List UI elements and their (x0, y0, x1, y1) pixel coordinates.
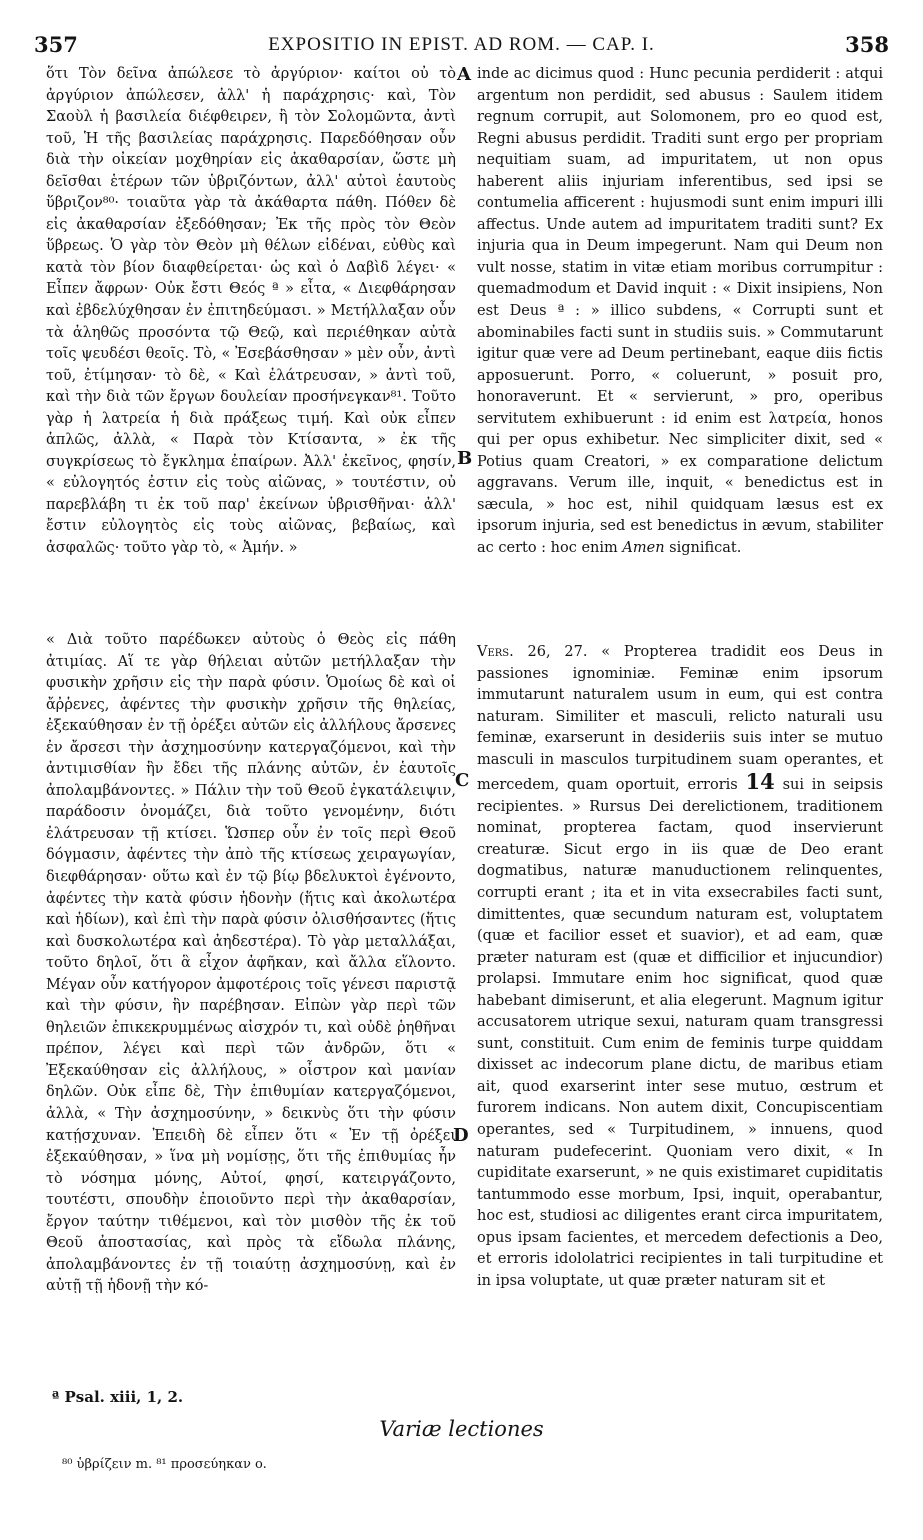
latin-column-block-2 (477, 642, 883, 1292)
verse-reference: Vers. 26, 27. (477, 644, 588, 660)
margin-marker-a: A (457, 64, 471, 85)
latin-text-1: inde ac dicimus quod : Hunc pecunia perdiderit : atqui argentum non perdidit, sed abusus : Saulem itidem regnum corrupit, aut Solomonem, pro eo quod est, Regni abusus perdidit. Traditi sunt ergo per propriam nequitiam suam, ad impuritatem, ut non opus haberent aliis injuriam inferentibus, sed ipsi se contumelia afficerent : hujusmodi sunt enim impuri illi affectus. Unde autem ad impuritatem traditi sunt? Ex injuria qua in Deum impegerunt. Nam qui Deum non vult nosse, statim in vitæ etiam moribus corrumpitur : quemadmodum et David inquit : « Dixit insipiens, Non est Deus ª : » illico subdens, « Corrupti sunt et abominabiles facti sunt in studiis suis. » Commutarunt igitur quæ vere ad Deum pertinebant, eaque diis fictis apposuerunt. Porro, « coluerunt, » posuit pro, honoraverunt. Et « servierunt, » pro, operibus servitutem exhibuerunt : id enim est λατρεία, honos qui per opus exhibetur. Nec simpliciter dixit, sed « Potius quam Creatori, » ex comparatione delictum aggravans. Verum ille, inquit, « benedictus est in sæcula, » hoc est, nihil quidquam læsus est ex ipsorum injuria, sed est benedictus in ævum, stabiliter ac certo : hoc enim (477, 66, 883, 557)
latin-column-block-1 (477, 64, 883, 560)
margin-marker-b: B (457, 448, 473, 469)
running-title: EXPOSITIO IN EPIST. AD ROM. — CAP. I. (268, 34, 655, 55)
greek-paragraph-1: ὅτι Τὸν δεῖνα ἀπώλεσε τὸ ἀργύριον· καίτοι οὐ τὸ ἀργύριον ἀπώλεσεν, ἀλλ' ἡ παράχρησις· καὶ, Τὸν Σαοὺλ ἡ βασιλεία διέφθειρεν, ἢ τὸν Σολομῶντα, ἀντὶ τοῦ, Ἡ τῆς βασιλείας παράχρησις. Παρεδόθησαν οὖν διὰ τὴν οἰκείαν μοχθηρίαν εἰς ἀκαθαρσίαν, ὥστε μὴ δεῖσθαι ἑτέρων τῶν ὑβριζόντων, ἀλλ' αὐτοὶ ἑαυτοὺς ὕβριζον⁸⁰· τοιαῦτα γὰρ τὰ ἀκάθαρτα πάθη. Πόθεν δὲ εἰς ἀκαθαρσίαν ἐξεδόθησαν; Ἐκ τῆς πρὸς τὸν Θεὸν ὕβρεως. Ὁ γὰρ τὸν Θεὸν μὴ θέλων εἰδέναι, εὐθὺς καὶ κατὰ τὸν βίον διαφθείρεται· ὡς καὶ ὁ Δαβὶδ λέγει· « Εἶπεν ἄφρων· Οὐκ ἔστι Θεός ª » εἶτα, « Διεφθάρησαν καὶ ἐβδελύχθησαν ἐν ἐπιτηδεύμασι. » Μετήλλαξαν οὖν τὰ ἀληθῶς προσόντα τῷ Θεῷ, καὶ περιέθηκαν αὐτὰ τοῖς ψευδέσι θεοῖς. Τὸ, « Ἐσεβάσθησαν » μὲν οὖν, ἀντὶ τοῦ, ἐτίμησαν· τὸ δὲ, « Καὶ ἐλάτρευσαν, » ἀντὶ τοῦ, καὶ τὴν διὰ τῶν ἔργων δουλείαν προσήνεγκαν⁸¹. Τοῦτο γὰρ ἡ λατρεία ἡ διὰ πράξεως τιμή. Καὶ οὐκ εἶπεν ἁπλῶς, ἀλλὰ, « Παρὰ τὸν Κτίσαντα, » ἐκ τῆς συγκρίσεως τὸ ἔγκλημα ἐπαίρων. Ἀλλ' ἐκεῖνος, φησίν, « εὐλογητός ἐστιν εἰς τοὺς αἰῶνας, » τουτέστιν, οὐ παρεβλάβη τι ἐκ τοῦ παρ' ἐκείνων ὑβρισθῆναι· ἀλλ' ἔστιν εὐλογητὸς εἰς τοὺς αἰῶνας, βεβαίως, καὶ ἀσφαλῶς· τοῦτο γὰρ τὸ, « Ἀμήν. » (46, 66, 456, 557)
footnote: ª Psal. xiii, 1, 2. (52, 1388, 184, 1406)
amen-word: Amen (622, 540, 665, 557)
variae-lectiones-heading: Variæ lectiones (379, 1417, 544, 1441)
latin-paragraph-2 (477, 642, 883, 1292)
variae-lectiones-notes: ⁸⁰ ὑβρίζειν m. ⁸¹ προσεύηκαν o. (62, 1457, 267, 1472)
margin-marker-c: C (455, 770, 470, 791)
latin-paragraph-1 (477, 64, 883, 560)
latin-text-2b: sui in seipsis recipientes. » Rursus Dei derelictionem, traditionem nominat, propterea factam, quod inservierunt creaturæ. Sicut ergo in iis quæ de Deo erant dogmatibus, naturæ manuductionem relinquentes, corrupti erant ; ita et in vita exsecrabiles facti sunt, dimittentes, quæ secundum naturam est, voluptatem (quæ et facilior esset et suavior), et ad eam, quæ præter naturam est (quæ et difficilior et injucundior) prolapsi. Immutare enim hoc significat, quod quæ habebant dimiserunt, et alia elegerunt. Magnum igitur accusatorem utrique sexui, naturam quam transgressi sunt, constituit. Cum enim de feminis turpe quiddam dixisset ac indecorum plane dictu, de maribus etiam ait, quod exarserint inter sese mutuo, œstrum et furorem indicans. Non autem dixit, Concupiscentiam operantes, sed « Turpitudinem, » innuens, quod naturam pudefecerint. Quoniam vero dixit, « In cupiditate exarserunt, » ne quis existimaret cupiditatis tantummodo esse morbum, Ipsi, inquit, operabantur, hoc est, studiosi ac diligentes erant circa impuritatem, opus ipsam facientes, et mercedem defectionis a Deo, et erroris idololatrici recipientes in tali turpitudine et in ipsa voluptate, ut quæ præter naturam sit et (477, 777, 884, 1289)
page-header (34, 32, 889, 58)
greek-column-block-2 (46, 630, 456, 1298)
column-number-14: 14 (745, 769, 775, 795)
latin-text-2a: « Propterea tradidit eos Deus in passiones ignominiæ. Feminæ enim ipsorum immutarunt naturalem usum in eum, qui est contra naturam. Similiter et masculi, relicto naturali usu feminæ, exarserunt in desideriis suis inter se mutuo masculi in masculos turpitudinem suam operantes, et mercedem, quam oportuit, erroris (477, 644, 884, 794)
greek-column-block-1 (46, 64, 456, 560)
margin-marker-d: D (453, 1125, 469, 1146)
latin-text-1-end: significat. (669, 540, 742, 557)
page-number-right: 358 (845, 32, 889, 57)
page-number-left: 357 (34, 32, 78, 57)
greek-paragraph-2: « Διὰ τοῦτο παρέδωκεν αὐτοὺς ὁ Θεὸς εἰς πάθη ἀτιμίας. Αἵ τε γὰρ θήλειαι αὐτῶν μετήλλαξαν τὴν φυσικὴν χρῆσιν εἰς τὴν παρὰ φύσιν. Ὁμοίως δὲ καὶ οἱ ἄῤῥενες, ἀφέντες τὴν φυσικὴν χρῆσιν τῆς θηλείας, ἐξεκαύθησαν ἐν τῇ ὀρέξει αὐτῶν εἰς ἀλλήλους ἄρσενες ἐν ἄρσεσι τὴν ἀσχημοσύνην κατεργαζόμενοι, καὶ τὴν ἀντιμισθίαν ἣν ἔδει τῆς πλάνης αὐτῶν, ἐν ἑαυτοῖς ἀπολαμβάνοντες. » Πάλιν τὴν τοῦ Θεοῦ ἐγκατάλειψιν, παράδοσιν ὀνομάζει, διὰ τοῦτο γενομένην, διότι ἐλάτρευσαν τῇ κτίσει. Ὥσπερ οὖν ἐν τοῖς περὶ Θεοῦ δόγμασιν, ἀφέντες τὴν ἀπὸ τῆς κτίσεως χειραγωγίαν, διεφθάρησαν· οὕτω καὶ ἐν τῷ βίῳ βδελυκτοὶ ἐγένοντο, ἀφέντες τὴν κατὰ φύσιν ἡδονὴν (ἥτις καὶ ἀκολωτέρα καὶ ἡδίων), καὶ ἐπὶ τὴν παρὰ φύσιν ὀλισθήσαντες (ἥτις καὶ δυσκολωτέρα καὶ ἀηδεστέρα). Τὸ γὰρ μεταλλάξαι, τοῦτο δηλοῖ, ὅτι ἃ εἶχον ἀφῆκαν, καὶ ἄλλα εἵλοντο. Μέγαν οὖν κατήγορον ἀμφοτέροις τοῖς γένεσι παριστᾷ καὶ τὴν φύσιν, ἣν παρέβησαν. Εἰπὼν γὰρ περὶ τῶν θηλειῶν ἐπικεκρυμμένως αἰσχρόν τι, καὶ οὐδὲ ῥηθῆναι πρέπον, λέγει καὶ περὶ τῶν ἀνδρῶν, ὅτι « Ἐξεκαύθησαν εἰς ἀλλήλους, » οἶστρον καὶ μανίαν δηλῶν. Οὐκ εἶπε δὲ, Τὴν ἐπιθυμίαν κατεργαζόμενοι, ἀλλὰ, « Τὴν ἀσχημοσύνην, » δεικνὺς ὅτι τὴν φύσιν κατῄσχυναν. Ἐπειδὴ δὲ εἶπεν ὅτι « Ἐν τῇ ὀρέξει ἐξεκαύθησαν, » ἵνα μὴ νομίσῃς, ὅτι τῆς ἐπιθυμίας ἦν τὸ νόσημα μόνης, Αὐτοί, φησί, κατειργάζοντο, τουτέστι, σπουδὴν ἐποιοῦντο περὶ τὴν ἀκαθαρσίαν, ἔργον ταύτην τιθέμενοι, καὶ τὸν μισθὸν τῆς ἐκ τοῦ Θεοῦ ἀποστασίας, καὶ πρὸς τὰ εἴδωλα πλάνης, ἀπολαμβάνοντες ἐν τῇ τοιαύτῃ ἀσχημοσύνῃ, καὶ ἐν αὐτῇ τῇ ἡδονῇ τὴν κό- (46, 632, 456, 1295)
